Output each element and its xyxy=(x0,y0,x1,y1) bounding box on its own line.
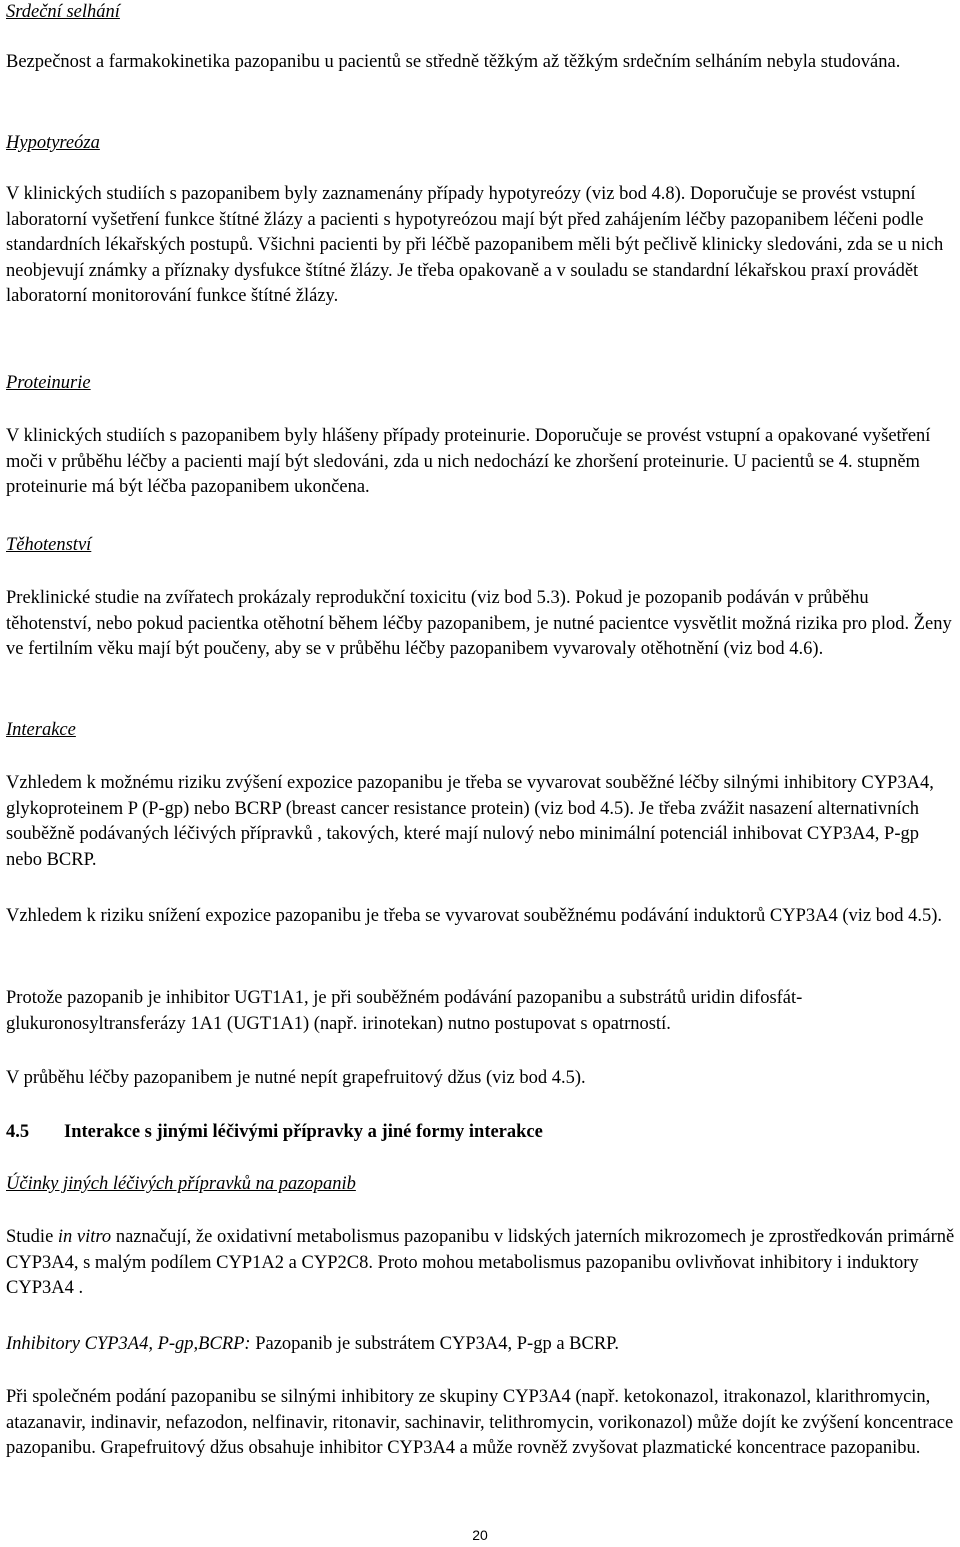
heading-effects: Účinky jiných léčivých přípravků na pazopanib xyxy=(6,1174,356,1194)
paragraph-interactions-2: Vzhledem k riziku snížení expozice pazopanibu je třeba se vyvarovat souběžnému podávání induktorů CYP3A4 (viz bod 4.5). xyxy=(6,906,943,926)
paragraph-interactions-4: V průběhu léčby pazopanibem je nutné nepít grapefruitový džus (viz bod 4.5). xyxy=(6,1068,586,1088)
section-number: 4.5 xyxy=(6,1122,30,1142)
text-run: Studie xyxy=(6,1227,58,1247)
italic-term: Inhibitory CYP3A4, P-gp,BCRP: xyxy=(6,1334,251,1354)
paragraph-hypothyroid: V klinických studiích s pazopanibem byly zaznamenány případy hypotyreózy (viz bod 4.8). Doporučuje se provést vstupní laboratorní vyšetření funkce štítné žlázy a pacienti s hypotyreózou mají být před zahájením léčby pazopanibem léčeni podle standardních lékařských postupů. Všichni pacienti by při léčbě pazopanibem měli být pečlivě klinicky sledováni, zda se u nich neobjevují známky a příznaky dysfukce štítné žlázy. Je třeba opakovaně a v souladu se standardní lékařskou praxí provádět laboratorní monitorování funkce štítné žlázy. xyxy=(6,184,944,306)
text-run: naznačují, že oxidativní metabolismus pazopanibu v lidských jaterních mikrozomech je zprostředkován primárně CYP3A4, s malým podílem CYP1A2 a CYP2C8. Proto mohou metabolismus pazopanibu ovlivňovat inhibitory i induktory CYP3A4 . xyxy=(6,1227,955,1298)
heading-hypothyroid: Hypotyreóza xyxy=(6,133,100,153)
heading-proteinuria: Proteinurie xyxy=(6,373,91,393)
paragraph-pregnancy: Preklinické studie na zvířatech prokázaly reprodukční toxicitu (viz bod 5.3). Pokud je pozopanib podáván v průběhu těhotenství, nebo pokud pacientka otěhotní během léčby pazopanibem, je nutné pacientce vysvětlit možná rizika pro plod. Ženy ve fertilním věku mají být poučeny, aby se v průběhu léčby pazopanibem vyvarovaly otěhotnění (viz bod 4.6). xyxy=(6,588,952,659)
heading-pregnancy: Těhotenství xyxy=(6,535,92,555)
paragraph-interactions-1: Vzhledem k možnému riziku zvýšení expozice pazopanibu je třeba se vyvarovat souběžné léčby silnými inhibitory CYP3A4, glykoproteinem P (P-gp) nebo BCRP (breast cancer resistance protein) (viz bod 4.5). Je třeba zvážit nasazení alternativních souběžně podávaných léčivých přípravků , takových, které mají nulový nebo minimální potenciál inhibovat CYP3A4, P-gp nebo BCRP. xyxy=(6,773,934,870)
text-run: Pazopanib je substrátem CYP3A4, P-gp a BCRP. xyxy=(250,1334,620,1354)
page-number: 20 xyxy=(472,1527,488,1543)
paragraph-proteinuria: V klinických studiích s pazopanibem byly hlášeny případy proteinurie. Doporučuje se provést vstupní a opakované vyšetření moči v průběhu léčby a pacienti mají být sledováni, zda u nich nedochází ke zhoršení proteinurie. U pacientů se 4. stupněm proteinurie má být léčba pazopanibem ukončena. xyxy=(6,426,931,497)
paragraph-heart-failure: Bezpečnost a farmakokinetika pazopanibu u pacientů se středně těžkým až těžkým srdečním selháním nebyla studována. xyxy=(6,52,901,72)
paragraph-effects-3: Při společném podání pazopanibu se silnými inhibitory ze skupiny CYP3A4 (např. ketokonazol, itrakonazol, klarithromycin, atazanavir, indinavir, nefazodon, nelfinavir, ritonavir, sachinavir, telithromycin, vorikonazol) může dojít ke zvýšení koncentrace pazopanibu. Grapefruitový džus obsahuje inhibitor CYP3A4 a může rovněž zvyšovat plazmatické koncentrace pazopanibu. xyxy=(6,1387,954,1458)
italic-term: in vitro xyxy=(57,1227,112,1247)
heading-heart-failure: Srdeční selhání xyxy=(6,2,120,22)
paragraph-effects-2 xyxy=(6,1332,956,1358)
heading-interactions: Interakce xyxy=(6,720,76,740)
section-heading-4-5 xyxy=(6,1120,956,1146)
paragraph-effects-1 xyxy=(6,1225,956,1302)
section-title: Interakce s jinými léčivými přípravky a jiné formy interakce xyxy=(64,1122,543,1142)
paragraph-interactions-3: Protože pazopanib je inhibitor UGT1A1, je při souběžném podávání pazopanibu a substrátů uridin difosfát-glukuronosyltransferázy 1A1 (UGT1A1) (např. irinotekan) nutno postupovat s opatrností. xyxy=(6,988,803,1034)
